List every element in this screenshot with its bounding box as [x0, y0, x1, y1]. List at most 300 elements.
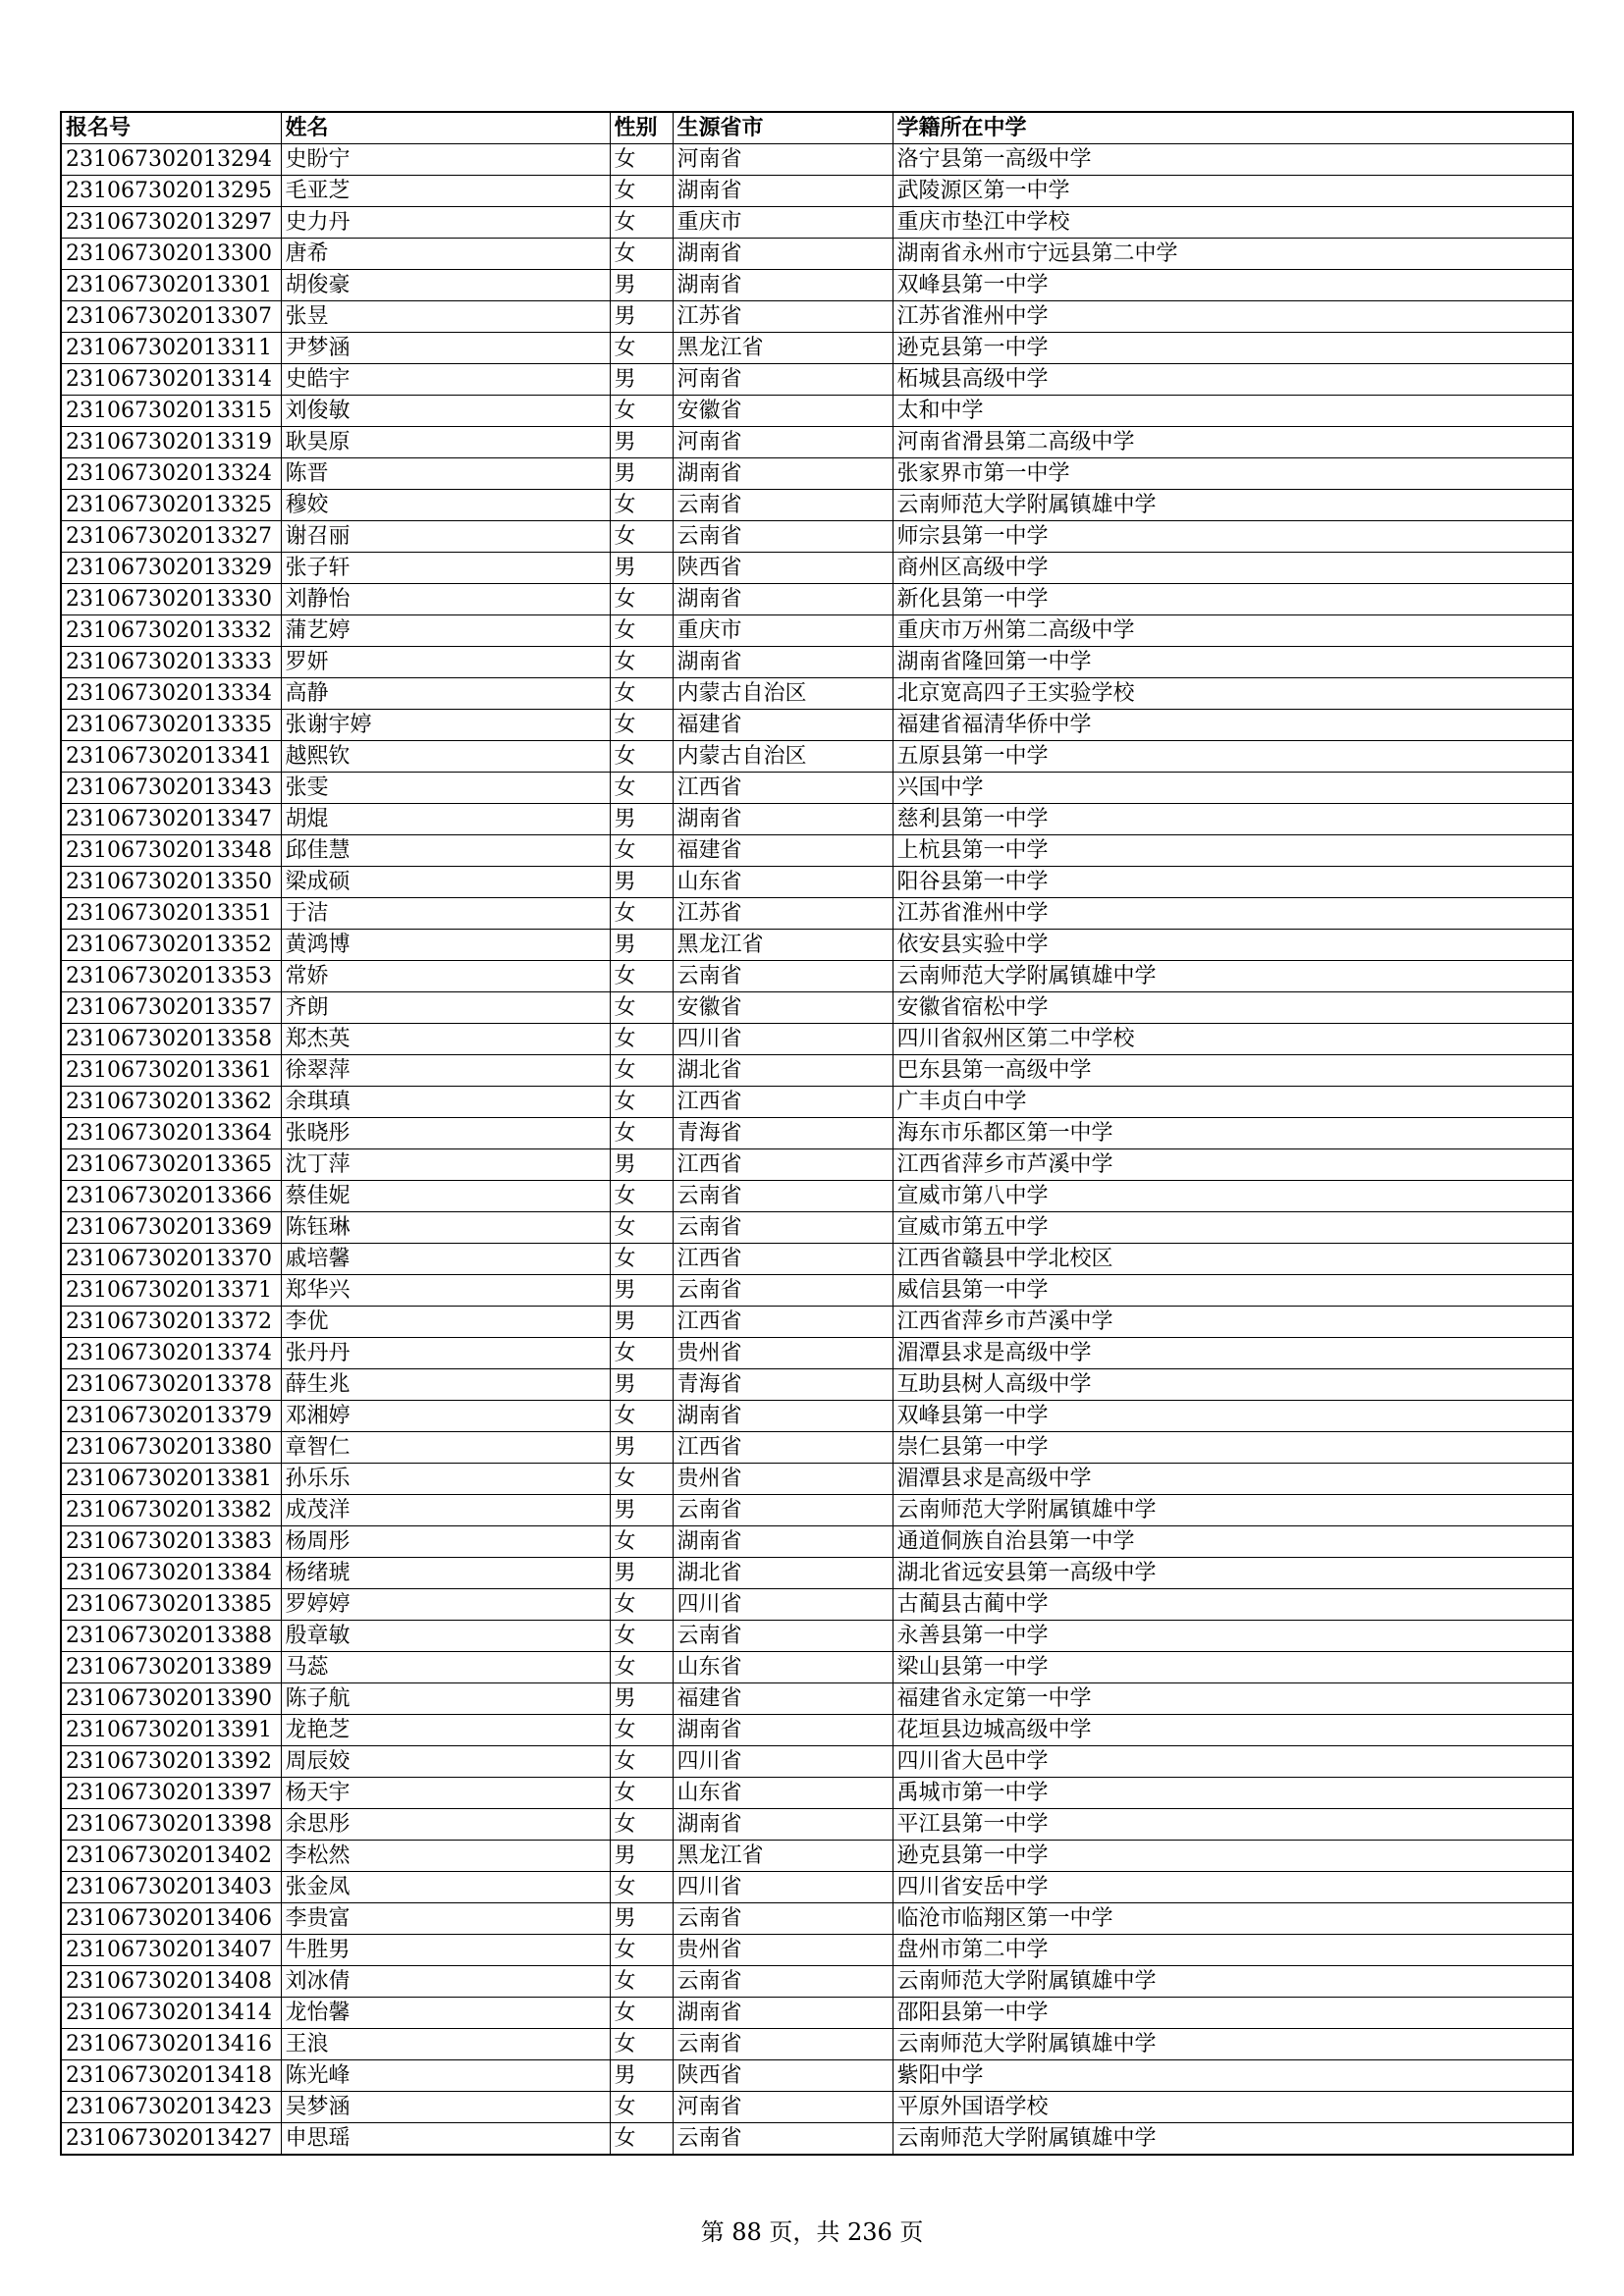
table-row [61, 930, 1573, 961]
cell-name: 沈丁萍 [281, 1149, 610, 1181]
cell-high-school: 逊克县第一中学 [893, 333, 1573, 364]
cell-high-school: 广丰贞白中学 [893, 1087, 1573, 1118]
cell-registration-number: 231067302013341 [61, 741, 281, 773]
cell-registration-number: 231067302013351 [61, 898, 281, 930]
cell-origin-province: 湖南省 [673, 1715, 893, 1746]
cell-registration-number: 231067302013390 [61, 1683, 281, 1715]
cell-name: 张丹丹 [281, 1338, 610, 1369]
cell-origin-province: 云南省 [673, 1181, 893, 1212]
table-row [61, 741, 1573, 773]
cell-origin-province: 山东省 [673, 867, 893, 898]
cell-high-school: 安徽省宿松中学 [893, 992, 1573, 1024]
cell-origin-province: 重庆市 [673, 615, 893, 647]
cell-gender: 女 [610, 207, 673, 239]
cell-gender: 男 [610, 804, 673, 835]
cell-name: 刘冰倩 [281, 1966, 610, 1998]
cell-high-school: 云南师范大学附属镇雄中学 [893, 961, 1573, 992]
cell-high-school: 武陵源区第一中学 [893, 176, 1573, 207]
cell-origin-province: 江西省 [673, 1087, 893, 1118]
cell-registration-number: 231067302013382 [61, 1495, 281, 1526]
cell-registration-number: 231067302013362 [61, 1087, 281, 1118]
table-row [61, 1495, 1573, 1526]
cell-origin-province: 湖南省 [673, 1401, 893, 1432]
cell-high-school: 禹城市第一中学 [893, 1778, 1573, 1809]
table-row [61, 1841, 1573, 1872]
cell-origin-province: 山东省 [673, 1652, 893, 1683]
header-registration-number: 报名号 [61, 112, 281, 144]
cell-gender: 男 [610, 930, 673, 961]
cell-origin-province: 河南省 [673, 2092, 893, 2123]
cell-gender: 女 [610, 773, 673, 804]
cell-origin-province: 江西省 [673, 1149, 893, 1181]
cell-name: 龙怡馨 [281, 1998, 610, 2029]
cell-registration-number: 231067302013332 [61, 615, 281, 647]
cell-name: 蔡佳妮 [281, 1181, 610, 1212]
cell-registration-number: 231067302013353 [61, 961, 281, 992]
cell-origin-province: 四川省 [673, 1024, 893, 1055]
cell-name: 陈钰琳 [281, 1212, 610, 1244]
cell-gender: 男 [610, 553, 673, 584]
cell-registration-number: 231067302013300 [61, 239, 281, 270]
cell-gender: 女 [610, 1621, 673, 1652]
table-row [61, 1024, 1573, 1055]
cell-name: 马蕊 [281, 1652, 610, 1683]
cell-registration-number: 231067302013371 [61, 1275, 281, 1307]
table-row [61, 1212, 1573, 1244]
cell-high-school: 重庆市万州第二高级中学 [893, 615, 1573, 647]
cell-origin-province: 福建省 [673, 710, 893, 741]
header-name: 姓名 [281, 112, 610, 144]
cell-name: 胡焜 [281, 804, 610, 835]
cell-registration-number: 231067302013325 [61, 490, 281, 521]
cell-high-school: 巴东县第一高级中学 [893, 1055, 1573, 1087]
table-row [61, 1998, 1573, 2029]
cell-name: 越熙钦 [281, 741, 610, 773]
cell-origin-province: 山东省 [673, 1778, 893, 1809]
cell-registration-number: 231067302013357 [61, 992, 281, 1024]
cell-gender: 女 [610, 1212, 673, 1244]
cell-registration-number: 231067302013327 [61, 521, 281, 553]
header-high-school: 学籍所在中学 [893, 112, 1573, 144]
cell-high-school: 逊克县第一中学 [893, 1841, 1573, 1872]
cell-registration-number: 231067302013388 [61, 1621, 281, 1652]
cell-gender: 男 [610, 1683, 673, 1715]
table-row [61, 1118, 1573, 1149]
cell-gender: 男 [610, 301, 673, 333]
table-row [61, 867, 1573, 898]
cell-gender: 女 [610, 647, 673, 678]
cell-registration-number: 231067302013381 [61, 1464, 281, 1495]
cell-gender: 女 [610, 1809, 673, 1841]
cell-registration-number: 231067302013407 [61, 1935, 281, 1966]
cell-name: 耿昊原 [281, 427, 610, 458]
cell-name: 常娇 [281, 961, 610, 992]
table-row [61, 961, 1573, 992]
cell-origin-province: 云南省 [673, 521, 893, 553]
table-row [61, 1275, 1573, 1307]
cell-gender: 女 [610, 1464, 673, 1495]
cell-registration-number: 231067302013384 [61, 1558, 281, 1589]
cell-origin-province: 安徽省 [673, 396, 893, 427]
cell-registration-number: 231067302013329 [61, 553, 281, 584]
cell-high-school: 通道侗族自治县第一中学 [893, 1526, 1573, 1558]
cell-registration-number: 231067302013333 [61, 647, 281, 678]
cell-origin-province: 云南省 [673, 1275, 893, 1307]
cell-high-school: 福建省永定第一中学 [893, 1683, 1573, 1715]
cell-origin-province: 重庆市 [673, 207, 893, 239]
cell-gender: 女 [610, 2092, 673, 2123]
cell-high-school: 江西省萍乡市芦溪中学 [893, 1149, 1573, 1181]
table-row [61, 1181, 1573, 1212]
cell-registration-number: 231067302013392 [61, 1746, 281, 1778]
cell-origin-province: 贵州省 [673, 1935, 893, 1966]
cell-gender: 女 [610, 741, 673, 773]
cell-registration-number: 231067302013423 [61, 2092, 281, 2123]
cell-name: 罗妍 [281, 647, 610, 678]
cell-name: 蒲艺婷 [281, 615, 610, 647]
table-row [61, 1338, 1573, 1369]
table-row [61, 458, 1573, 490]
cell-gender: 女 [610, 490, 673, 521]
cell-high-school: 重庆市垫江中学校 [893, 207, 1573, 239]
table-row [61, 1621, 1573, 1652]
cell-high-school: 邵阳县第一中学 [893, 1998, 1573, 2029]
cell-name: 薛生兆 [281, 1369, 610, 1401]
cell-gender: 女 [610, 678, 673, 710]
cell-high-school: 双峰县第一中学 [893, 270, 1573, 301]
table-row [61, 2060, 1573, 2092]
cell-name: 李松然 [281, 1841, 610, 1872]
cell-name: 成茂洋 [281, 1495, 610, 1526]
cell-origin-province: 贵州省 [673, 1464, 893, 1495]
cell-name: 罗婷婷 [281, 1589, 610, 1621]
cell-registration-number: 231067302013311 [61, 333, 281, 364]
cell-origin-province: 贵州省 [673, 1338, 893, 1369]
cell-name: 章智仁 [281, 1432, 610, 1464]
cell-origin-province: 云南省 [673, 2123, 893, 2156]
cell-gender: 女 [610, 710, 673, 741]
cell-high-school: 江苏省淮州中学 [893, 301, 1573, 333]
table-row [61, 1369, 1573, 1401]
cell-origin-province: 福建省 [673, 835, 893, 867]
cell-gender: 男 [610, 364, 673, 396]
cell-origin-province: 四川省 [673, 1589, 893, 1621]
cell-high-school: 四川省安岳中学 [893, 1872, 1573, 1903]
cell-name: 张昱 [281, 301, 610, 333]
cell-high-school: 云南师范大学附属镇雄中学 [893, 1966, 1573, 1998]
cell-registration-number: 231067302013350 [61, 867, 281, 898]
table-row [61, 364, 1573, 396]
cell-registration-number: 231067302013380 [61, 1432, 281, 1464]
table-row [61, 144, 1573, 176]
cell-high-school: 云南师范大学附属镇雄中学 [893, 2029, 1573, 2060]
cell-registration-number: 231067302013402 [61, 1841, 281, 1872]
cell-name: 谢召丽 [281, 521, 610, 553]
cell-registration-number: 231067302013343 [61, 773, 281, 804]
cell-origin-province: 湖南省 [673, 1998, 893, 2029]
cell-registration-number: 231067302013319 [61, 427, 281, 458]
cell-origin-province: 湖北省 [673, 1558, 893, 1589]
header-origin-province: 生源省市 [673, 112, 893, 144]
cell-registration-number: 231067302013379 [61, 1401, 281, 1432]
cell-gender: 男 [610, 1369, 673, 1401]
cell-high-school: 花垣县边城高级中学 [893, 1715, 1573, 1746]
table-row [61, 2092, 1573, 2123]
cell-high-school: 临沧市临翔区第一中学 [893, 1903, 1573, 1935]
cell-name: 张金凤 [281, 1872, 610, 1903]
cell-registration-number: 231067302013330 [61, 584, 281, 615]
cell-high-school: 阳谷县第一中学 [893, 867, 1573, 898]
cell-gender: 女 [610, 239, 673, 270]
cell-gender: 男 [610, 1558, 673, 1589]
cell-registration-number: 231067302013416 [61, 2029, 281, 2060]
cell-origin-province: 青海省 [673, 1369, 893, 1401]
table-header-row [61, 112, 1573, 144]
cell-registration-number: 231067302013391 [61, 1715, 281, 1746]
cell-origin-province: 云南省 [673, 1621, 893, 1652]
table-row [61, 1244, 1573, 1275]
cell-registration-number: 231067302013378 [61, 1369, 281, 1401]
table-row [61, 1872, 1573, 1903]
cell-name: 李贵富 [281, 1903, 610, 1935]
table-row [61, 521, 1573, 553]
cell-origin-province: 湖南省 [673, 1526, 893, 1558]
table-row [61, 710, 1573, 741]
cell-gender: 女 [610, 992, 673, 1024]
table-row [61, 207, 1573, 239]
table-row [61, 2029, 1573, 2060]
cell-registration-number: 231067302013383 [61, 1526, 281, 1558]
cell-origin-province: 湖南省 [673, 239, 893, 270]
cell-high-school: 平江县第一中学 [893, 1809, 1573, 1841]
table-row [61, 835, 1573, 867]
cell-name: 刘俊敏 [281, 396, 610, 427]
cell-high-school: 湄潭县求是高级中学 [893, 1464, 1573, 1495]
cell-origin-province: 江西省 [673, 1432, 893, 1464]
cell-origin-province: 江苏省 [673, 898, 893, 930]
cell-gender: 女 [610, 1244, 673, 1275]
cell-high-school: 张家界市第一中学 [893, 458, 1573, 490]
cell-name: 陈光峰 [281, 2060, 610, 2092]
cell-name: 史力丹 [281, 207, 610, 239]
cell-name: 吴梦涵 [281, 2092, 610, 2123]
cell-high-school: 云南师范大学附属镇雄中学 [893, 1495, 1573, 1526]
cell-origin-province: 黑龙江省 [673, 1841, 893, 1872]
cell-origin-province: 黑龙江省 [673, 930, 893, 961]
cell-registration-number: 231067302013414 [61, 1998, 281, 2029]
cell-gender: 男 [610, 1903, 673, 1935]
cell-name: 余思彤 [281, 1809, 610, 1841]
cell-registration-number: 231067302013334 [61, 678, 281, 710]
cell-origin-province: 江西省 [673, 773, 893, 804]
table-row [61, 773, 1573, 804]
cell-registration-number: 231067302013307 [61, 301, 281, 333]
cell-high-school: 河南省滑县第二高级中学 [893, 427, 1573, 458]
table-row [61, 1966, 1573, 1998]
cell-gender: 女 [610, 1998, 673, 2029]
cell-origin-province: 江苏省 [673, 301, 893, 333]
cell-name: 申思瑶 [281, 2123, 610, 2156]
cell-name: 戚培馨 [281, 1244, 610, 1275]
cell-gender: 男 [610, 458, 673, 490]
cell-registration-number: 231067302013295 [61, 176, 281, 207]
cell-high-school: 慈利县第一中学 [893, 804, 1573, 835]
cell-high-school: 威信县第一中学 [893, 1275, 1573, 1307]
cell-name: 梁成硕 [281, 867, 610, 898]
cell-gender: 女 [610, 2029, 673, 2060]
cell-name: 邱佳慧 [281, 835, 610, 867]
cell-origin-province: 云南省 [673, 1212, 893, 1244]
cell-high-school: 北京宽高四子王实验学校 [893, 678, 1573, 710]
cell-origin-province: 内蒙古自治区 [673, 741, 893, 773]
cell-name: 杨绪琥 [281, 1558, 610, 1589]
table-row [61, 678, 1573, 710]
table-row [61, 270, 1573, 301]
table-row [61, 1652, 1573, 1683]
cell-registration-number: 231067302013348 [61, 835, 281, 867]
cell-origin-province: 湖南省 [673, 458, 893, 490]
table-row [61, 1809, 1573, 1841]
cell-high-school: 太和中学 [893, 396, 1573, 427]
cell-gender: 女 [610, 396, 673, 427]
cell-name: 唐希 [281, 239, 610, 270]
cell-origin-province: 江西省 [673, 1307, 893, 1338]
page-number-footer: 第 88 页，共 236 页 [700, 2218, 924, 2246]
cell-registration-number: 231067302013347 [61, 804, 281, 835]
cell-registration-number: 231067302013366 [61, 1181, 281, 1212]
cell-high-school: 盘州市第二中学 [893, 1935, 1573, 1966]
cell-gender: 男 [610, 1149, 673, 1181]
cell-high-school: 湖北省远安县第一高级中学 [893, 1558, 1573, 1589]
cell-name: 穆姣 [281, 490, 610, 521]
cell-name: 邓湘婷 [281, 1401, 610, 1432]
cell-gender: 女 [610, 1778, 673, 1809]
cell-name: 齐朗 [281, 992, 610, 1024]
cell-origin-province: 河南省 [673, 427, 893, 458]
cell-registration-number: 231067302013361 [61, 1055, 281, 1087]
cell-gender: 男 [610, 270, 673, 301]
cell-registration-number: 231067302013315 [61, 396, 281, 427]
cell-origin-province: 福建省 [673, 1683, 893, 1715]
cell-name: 张子轩 [281, 553, 610, 584]
cell-high-school: 兴国中学 [893, 773, 1573, 804]
table-row [61, 1401, 1573, 1432]
cell-gender: 女 [610, 1746, 673, 1778]
table-row [61, 1464, 1573, 1495]
cell-gender: 女 [610, 2123, 673, 2156]
cell-gender: 男 [610, 1495, 673, 1526]
cell-name: 胡俊豪 [281, 270, 610, 301]
cell-gender: 女 [610, 1024, 673, 1055]
table-row [61, 239, 1573, 270]
cell-high-school: 福建省福清华侨中学 [893, 710, 1573, 741]
table-row [61, 1746, 1573, 1778]
table-row [61, 1935, 1573, 1966]
table-row [61, 1526, 1573, 1558]
cell-high-school: 紫阳中学 [893, 2060, 1573, 2092]
cell-high-school: 宣威市第八中学 [893, 1181, 1573, 1212]
cell-high-school: 新化县第一中学 [893, 584, 1573, 615]
cell-registration-number: 231067302013385 [61, 1589, 281, 1621]
cell-gender: 女 [610, 1055, 673, 1087]
cell-gender: 女 [610, 333, 673, 364]
cell-name: 周辰姣 [281, 1746, 610, 1778]
cell-origin-province: 湖南省 [673, 1809, 893, 1841]
cell-high-school: 四川省叙州区第二中学校 [893, 1024, 1573, 1055]
table-row [61, 1307, 1573, 1338]
cell-origin-province: 陕西省 [673, 553, 893, 584]
cell-name: 于洁 [281, 898, 610, 930]
cell-high-school: 江苏省淮州中学 [893, 898, 1573, 930]
cell-registration-number: 231067302013427 [61, 2123, 281, 2156]
cell-gender: 男 [610, 1307, 673, 1338]
cell-origin-province: 云南省 [673, 2029, 893, 2060]
cell-origin-province: 四川省 [673, 1746, 893, 1778]
cell-registration-number: 231067302013403 [61, 1872, 281, 1903]
header-gender: 性别 [610, 112, 673, 144]
cell-name: 高静 [281, 678, 610, 710]
table-row [61, 647, 1573, 678]
cell-high-school: 上杭县第一中学 [893, 835, 1573, 867]
cell-registration-number: 231067302013370 [61, 1244, 281, 1275]
cell-gender: 女 [610, 1966, 673, 1998]
cell-gender: 女 [610, 1181, 673, 1212]
cell-name: 杨周彤 [281, 1526, 610, 1558]
cell-registration-number: 231067302013297 [61, 207, 281, 239]
table-row [61, 992, 1573, 1024]
cell-origin-province: 湖北省 [673, 1055, 893, 1087]
table-row [61, 1055, 1573, 1087]
table-row [61, 804, 1573, 835]
cell-name: 李优 [281, 1307, 610, 1338]
cell-gender: 女 [610, 835, 673, 867]
cell-name: 牛胜男 [281, 1935, 610, 1966]
cell-gender: 女 [610, 1872, 673, 1903]
cell-name: 王浪 [281, 2029, 610, 2060]
cell-registration-number: 231067302013324 [61, 458, 281, 490]
table-body [61, 144, 1573, 2156]
table-row [61, 1903, 1573, 1935]
cell-registration-number: 231067302013397 [61, 1778, 281, 1809]
cell-name: 刘静怡 [281, 584, 610, 615]
cell-origin-province: 湖南省 [673, 270, 893, 301]
cell-name: 余琪瑱 [281, 1087, 610, 1118]
cell-name: 陈晋 [281, 458, 610, 490]
cell-high-school: 双峰县第一中学 [893, 1401, 1573, 1432]
cell-name: 龙艳芝 [281, 1715, 610, 1746]
table-row [61, 584, 1573, 615]
table-row [61, 1432, 1573, 1464]
cell-origin-province: 河南省 [673, 364, 893, 396]
cell-origin-province: 湖南省 [673, 176, 893, 207]
cell-gender: 女 [610, 1935, 673, 1966]
cell-registration-number: 231067302013369 [61, 1212, 281, 1244]
cell-registration-number: 231067302013294 [61, 144, 281, 176]
table-row [61, 490, 1573, 521]
cell-name: 杨天宇 [281, 1778, 610, 1809]
cell-name: 郑杰英 [281, 1024, 610, 1055]
cell-high-school: 互助县树人高级中学 [893, 1369, 1573, 1401]
cell-origin-province: 四川省 [673, 1872, 893, 1903]
cell-high-school: 宣威市第五中学 [893, 1212, 1573, 1244]
cell-origin-province: 黑龙江省 [673, 333, 893, 364]
cell-gender: 女 [610, 144, 673, 176]
cell-registration-number: 231067302013335 [61, 710, 281, 741]
cell-high-school: 商州区高级中学 [893, 553, 1573, 584]
cell-registration-number: 231067302013408 [61, 1966, 281, 1998]
cell-origin-province: 云南省 [673, 1903, 893, 1935]
cell-name: 史盼宁 [281, 144, 610, 176]
